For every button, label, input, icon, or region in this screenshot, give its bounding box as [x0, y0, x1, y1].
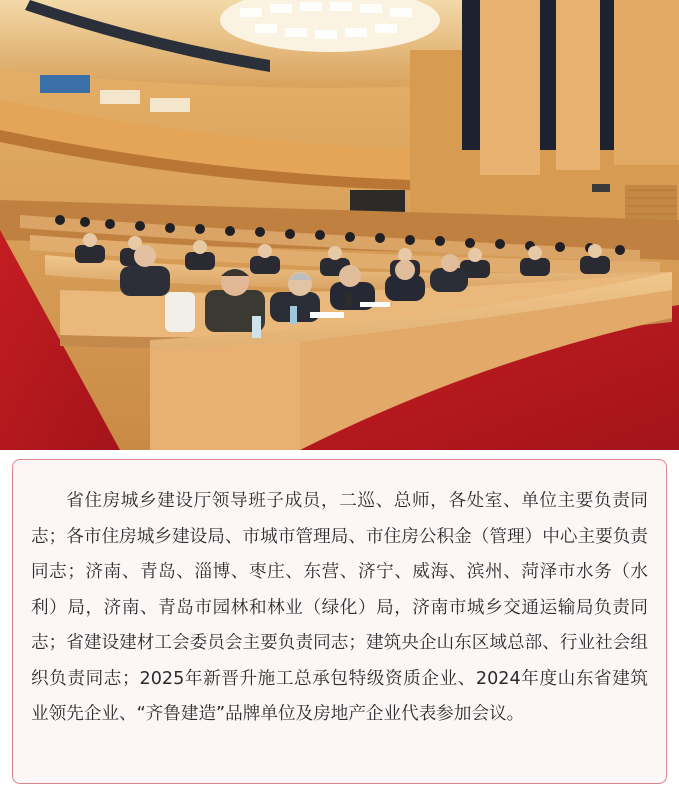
caption-text: 省住房城乡建设厅领导班子成员，二巡、总师，各处室、单位主要负责同志；各市住房城乡建设局、市城市管理局、市住房公积金（管理）中心主要负责同志；济南、青岛、淄博、枣庄、东营、济宁、威海、滨州、菏泽市水务（水利）局，济南、青岛市园林和林业（绿化）局，济南市城乡交通运输局负责同志；省建设建材工会委员会主要负责同志；建筑央企山东区域总部、行业社会组织负责同志；2025年新晋升施工总承包特级资质企业、2024年度山东省建筑业领先企业、“齐鲁建造”品牌单位及房地产企业代表参加会议。: [31, 491, 648, 724]
caption-box: [12, 459, 667, 784]
